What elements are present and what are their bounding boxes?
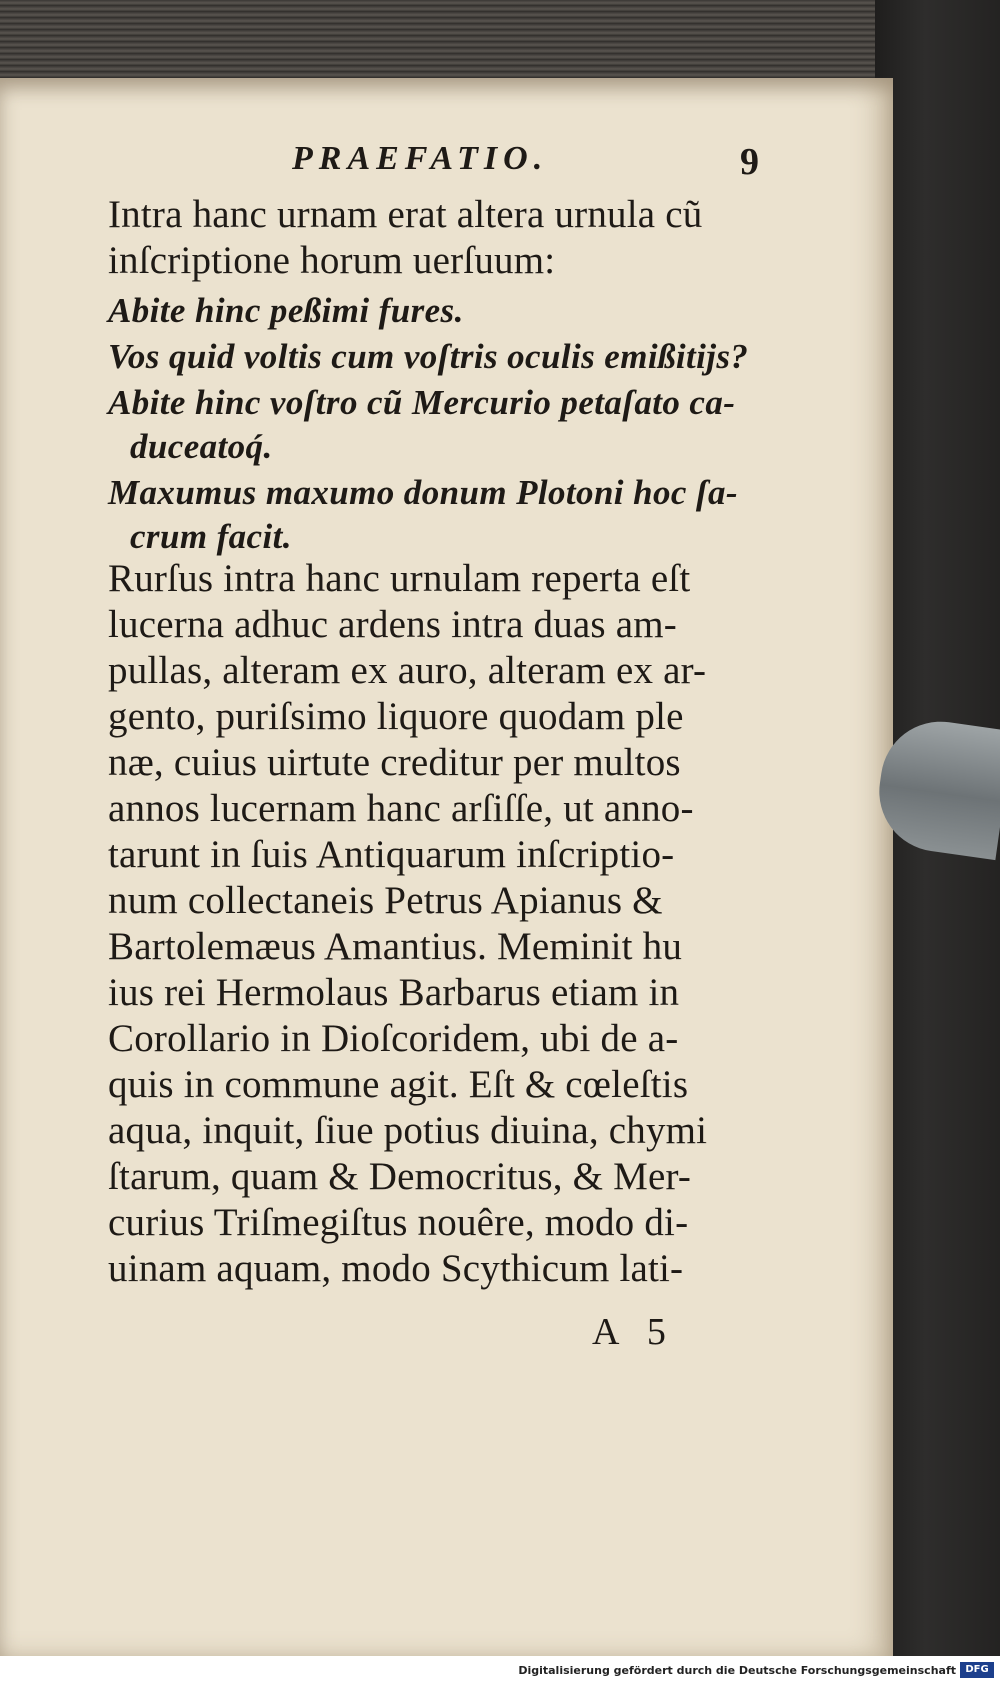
text-line: ſtarum, quam & Democritus, & Mer- bbox=[108, 1155, 692, 1198]
text-line: inſcriptione horum uerſuum: bbox=[108, 239, 556, 282]
verse-line: crum facit. bbox=[130, 517, 292, 556]
running-title: PRAEFATIO. bbox=[292, 140, 549, 177]
text-line: Intra hanc urnam erat altera urnula cũ bbox=[108, 193, 703, 236]
text-line: quis in commune agit. Eſt & cœleſtis bbox=[108, 1063, 689, 1106]
verse-line: duceatoq́. bbox=[130, 427, 273, 466]
text-line: uinam aquam, modo Scythicum lati- bbox=[108, 1247, 684, 1290]
text-line: ius rei Hermolaus Barbarus etiam in bbox=[108, 971, 680, 1014]
text-line: Bartolemæus Amantius. Meminit hu bbox=[108, 925, 683, 968]
text-line: annos lucernam hanc arſiſſe, ut anno- bbox=[108, 787, 694, 830]
dfg-logo: DFG bbox=[960, 1662, 994, 1678]
text-line: Rurſus intra hanc urnulam reperta eſt bbox=[108, 557, 691, 600]
book-edge bbox=[0, 0, 880, 86]
text-line: Corollario in Dioſcoridem, ubi de a- bbox=[108, 1017, 679, 1060]
footer-credit: Digitalisierung gefördert durch die Deutsche Forschungsgemeinschaft bbox=[518, 1664, 956, 1677]
text-line: num collectaneis Petrus Apianus & bbox=[108, 879, 663, 922]
footer-bar bbox=[0, 1656, 1000, 1686]
text-line: tarunt in ſuis Antiquarum inſcriptio- bbox=[108, 833, 675, 876]
text-line: pullas, alteram ex auro, alteram ex ar- bbox=[108, 649, 707, 692]
verse-line: Vos quid voltis cum voſtris oculis emißitijs? bbox=[108, 337, 749, 376]
text-line: curius Triſmegiſtus nouêre, modo di- bbox=[108, 1201, 689, 1244]
signature-mark: A 5 bbox=[592, 1311, 666, 1353]
verse-line: Maxumus maxumo donum Plotoni hoc ſa- bbox=[108, 473, 738, 512]
text-line: aqua, inquit, ſiue potius diuina, chymi bbox=[108, 1109, 708, 1152]
verse-line: Abite hinc voſtro cũ Mercurio petaſato ca- bbox=[108, 383, 736, 422]
page-number: 9 bbox=[740, 141, 759, 183]
text-line: lucerna adhuc ardens intra duas am- bbox=[108, 603, 677, 646]
text-line: næ, cuius uirtute creditur per multos bbox=[108, 741, 681, 784]
text-line: gento, puriſsimo liquore quodam ple bbox=[108, 695, 684, 738]
verse-line: Abite hinc peßimi fures. bbox=[108, 291, 464, 330]
